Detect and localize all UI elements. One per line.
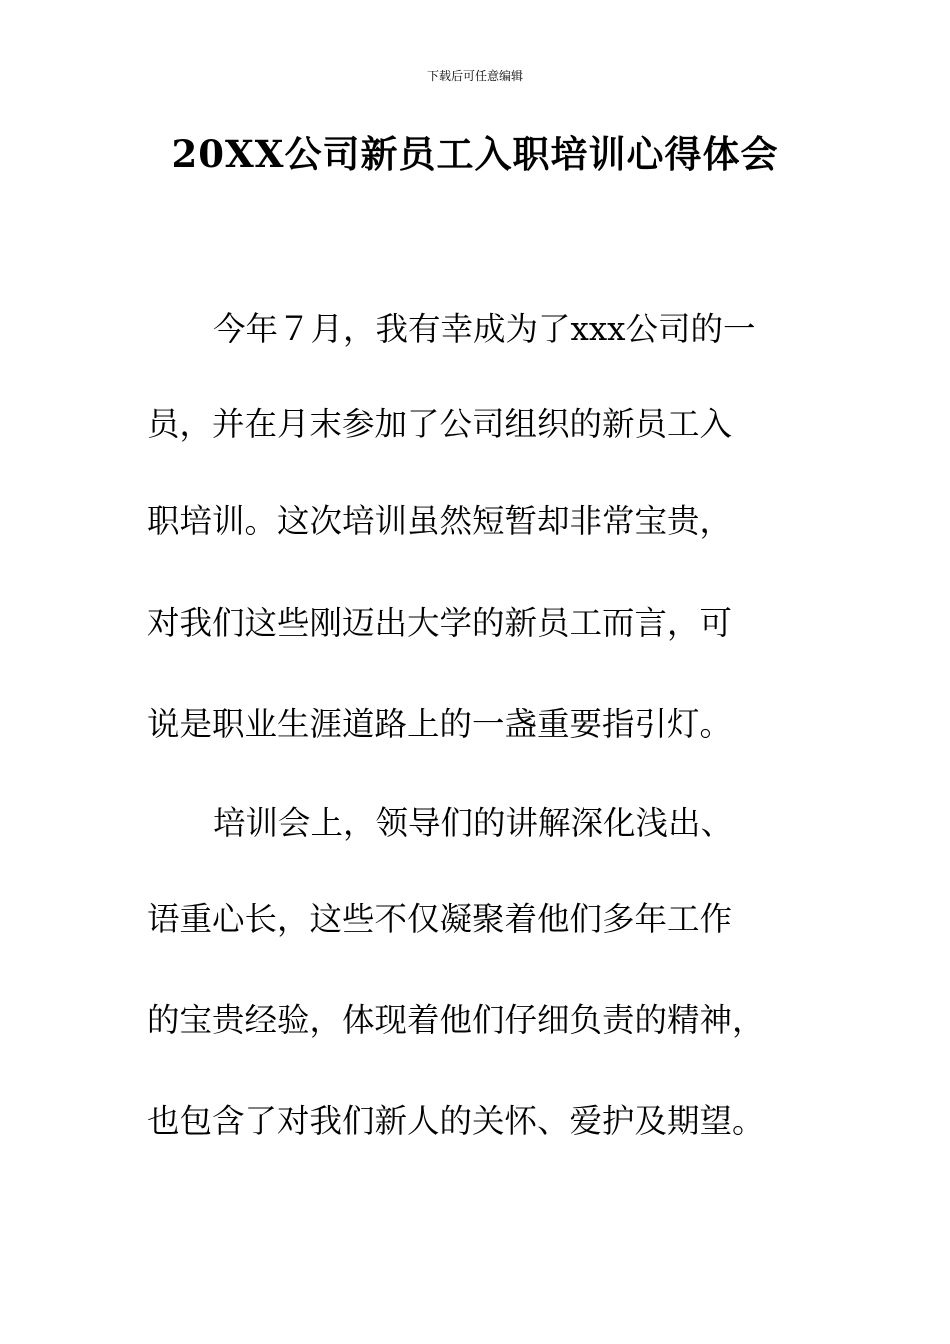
paragraph-line: 也包含了对我们新人的关怀、爱护及期望。	[147, 1102, 765, 1140]
paragraph-line: 员，并在月末参加了公司组织的新员工入	[147, 405, 733, 443]
paragraph-line: 培训会上，领导们的讲解深化浅出、	[213, 804, 734, 842]
paragraph-line: 今年７月，我有幸成为了xxx公司的一	[213, 310, 756, 348]
paragraph-line: 的宝贵经验，体现着他们仔细负责的精神，	[147, 1001, 765, 1039]
paragraph-line: 对我们这些刚迈出大学的新员工而言，可	[147, 604, 733, 642]
paragraph-line: 语重心长，这些不仅凝聚着他们多年工作	[147, 900, 733, 938]
paragraph-line: 职培训。这次培训虽然短暂却非常宝贵，	[147, 502, 733, 540]
paragraph-line: 说是职业生涯道路上的一盏重要指引灯。	[147, 705, 733, 743]
header-note: 下载后可任意编辑	[426, 69, 523, 83]
document-title: 20XX公司新员工入职培训心得体会	[171, 132, 779, 176]
